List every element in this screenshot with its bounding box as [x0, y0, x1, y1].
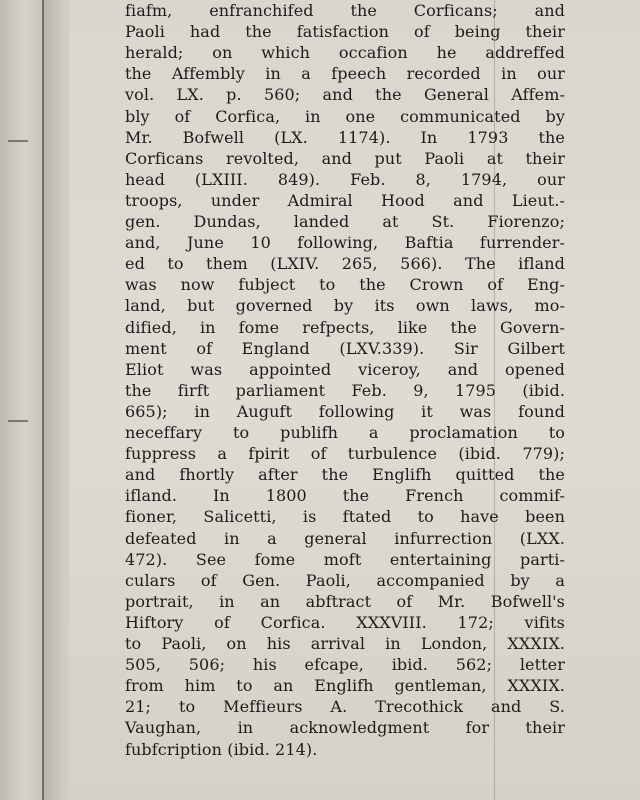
text-line: Corficans revolted, and put Paoli at their	[125, 148, 565, 168]
text-line: to Paoli, on his arrival in London, XXXIX.	[125, 634, 565, 653]
text-line: gen. Dundas, landed at St. Fiorenzo;	[125, 212, 565, 231]
page-mark	[8, 420, 28, 422]
text-line: was now fubject to the Crown of Eng-	[125, 275, 565, 295]
text-line: herald; on which occafion he addreffed	[125, 43, 565, 63]
text-line: Paoli had the fatisfaction of being their	[125, 22, 565, 42]
text-line: head (LXIII. 849). Feb. 8, 1794, our	[125, 169, 565, 189]
text-line: and, June 10 following, Baftia furrender-	[125, 233, 565, 253]
text-line: and fhortly after the Englifh quitted the	[125, 465, 565, 485]
newspaper-page	[70, 0, 640, 800]
text-line: 21; to Meffieurs A. Trecothick and S.	[125, 697, 565, 717]
text-line: Hiftory of Corfica. XXXVIII. 172; vifits	[125, 612, 565, 632]
text-line: land, but governed by its own laws, mo-	[125, 296, 565, 316]
text-line: the Affembly in a fpeech recorded in our	[125, 64, 565, 84]
text-line: fiafm, enfranchifed the Corficans; and	[125, 1, 565, 20]
text-line: dified, in fome refpects, like the Govern-	[125, 317, 565, 337]
text-line: fioner, Salicetti, is ftated to have been	[125, 507, 565, 527]
text-line: ed to them (LXIV. 265, 566). The ifland	[125, 254, 565, 274]
facing-page-edge	[0, 0, 44, 800]
text-line: Eliot was appointed viceroy, and opened	[125, 359, 565, 379]
text-line: neceffary to publifh a proclamation to	[125, 423, 565, 442]
text-line: portrait, in an abftract of Mr. Bofwell's	[125, 591, 565, 611]
text-line: fuppress a fpirit of turbulence (ibid. 779);	[125, 444, 565, 464]
text-line: bly of Corfica, in one communicated by	[125, 106, 565, 126]
text-line: ifland. In 1800 the French commif-	[125, 486, 565, 506]
text-line: vol. LX. p. 560; and the General Affem-	[125, 85, 565, 105]
text-line: defeated in a general infurrection (LXX.	[125, 528, 565, 548]
binding-gutter	[44, 0, 70, 800]
page-mark	[8, 140, 28, 142]
text-line: from him to an Englifh gentleman, XXXIX.	[125, 676, 565, 696]
text-line: 665); in Auguft following it was found	[125, 401, 565, 421]
text-line: 505, 506; his efcape, ibid. 562; letter	[125, 655, 565, 675]
text-line: 472). See fome moft entertaining parti-	[125, 549, 565, 569]
text-line: fubfcription (ibid. 214).	[125, 739, 318, 759]
text-line: the firft parliament Feb. 9, 1795 (ibid.	[125, 380, 565, 400]
text-line: Vaughan, in acknowledgment for their	[125, 718, 565, 738]
text-line: troops, under Admiral Hood and Lieut.-	[125, 190, 565, 210]
text-line: Mr. Bofwell (LX. 1174). In 1793 the	[125, 127, 565, 147]
column-divider	[494, 0, 495, 800]
text-line: culars of Gen. Paoli, accompanied by a	[125, 570, 565, 590]
text-line: ment of England (LXV.339). Sir Gilbert	[125, 338, 565, 358]
